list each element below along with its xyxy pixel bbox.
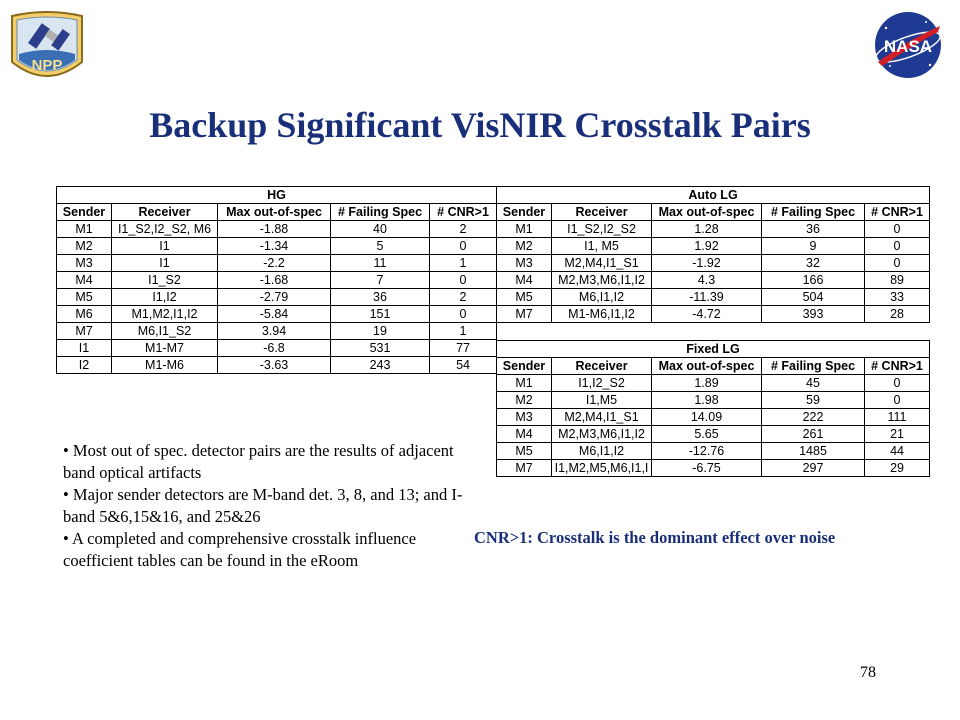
table-cell: I1,M2,M5,M6,I1,I [552,460,652,477]
table-header-row [57,204,497,221]
table-cell: 2 [430,289,497,306]
table-cell: 0 [865,392,930,409]
table-cell: 0 [865,238,930,255]
table-cell: -3.63 [218,357,331,374]
table-cell: M2,M4,I1_S1 [552,255,652,272]
table-cell: I2 [57,357,112,374]
column-header: Receiver [552,204,652,221]
table-cell: 1 [430,323,497,340]
table-row [497,409,930,426]
table-cell: -5.84 [218,306,331,323]
cnr-note: CNR>1: Crosstalk is the dominant effect over noise [474,528,836,547]
table-row [497,289,930,306]
table-cell: 32 [762,255,865,272]
table-cell: 3.94 [218,323,331,340]
table-title-row [57,187,497,204]
column-header: Sender [497,204,552,221]
table-cell: I1_S2,I2_S2 [552,221,652,238]
column-header: # Failing Spec [762,204,865,221]
bullet-list [63,440,483,572]
table-cell: 151 [331,306,430,323]
table-cell: 261 [762,426,865,443]
table-cell: M6,I1,I2 [552,289,652,306]
table-cell: 1.28 [652,221,762,238]
page-title: Backup Significant VisNIR Crosstalk Pairs [149,105,811,145]
table-cell: M6 [57,306,112,323]
svg-text:NPP: NPP [31,57,63,74]
table-cell: M1,M2,I1,I2 [112,306,218,323]
table-cell: 1.92 [652,238,762,255]
table-row [497,238,930,255]
table-cell: M2 [57,238,112,255]
table-cell: 9 [762,238,865,255]
table-cell: M1 [497,375,552,392]
table-cell: I1 [112,238,218,255]
table-row [497,255,930,272]
table-cell: I1, M5 [552,238,652,255]
column-header: # CNR>1 [430,204,497,221]
table-cell: 0 [430,306,497,323]
table-cell: M1-M7 [112,340,218,357]
table-title-row [497,341,930,358]
table-cell: I1 [57,340,112,357]
table-cell: 45 [762,375,865,392]
table-row [497,426,930,443]
table-row [57,272,497,289]
table-cell: 297 [762,460,865,477]
nasa-logo [868,10,948,80]
table-row [497,392,930,409]
table-cell: -12.76 [652,443,762,460]
table-row [57,340,497,357]
table-cell: 1.89 [652,375,762,392]
bullet-item: • Major sender detectors are M-band det. 3, 8, and 13; and I-band 5&6,15&16, and 25&26 [63,485,463,526]
auto-lg-table [496,186,930,323]
column-header: Sender [497,358,552,375]
table-cell: 1485 [762,443,865,460]
table-cell: 33 [865,289,930,306]
column-header: Max out-of-spec [218,204,331,221]
table-cell: M1-M6,I1,I2 [552,306,652,323]
table-row [57,289,497,306]
table-cell: -1.88 [218,221,331,238]
table-row [497,460,930,477]
column-header: Sender [57,204,112,221]
table-cell: I1_S2,I2_S2, M6 [112,221,218,238]
table-title: Fixed LG [497,341,930,358]
table-cell: 166 [762,272,865,289]
table-title: Auto LG [497,187,930,204]
bullet-item: • Most out of spec. detector pairs are the results of adjacent band optical artifacts [63,441,454,482]
table-cell: 5 [331,238,430,255]
table-row [57,323,497,340]
table-row [497,221,930,238]
table-cell: 7 [331,272,430,289]
table-cell: M3 [497,255,552,272]
table-cell: M4 [497,426,552,443]
table-cell: M2,M3,M6,I1,I2 [552,272,652,289]
table-cell: M6,I1,I2 [552,443,652,460]
table-cell: 0 [865,375,930,392]
table-cell: 1 [430,255,497,272]
table-cell: 504 [762,289,865,306]
table-cell: 4.3 [652,272,762,289]
table-cell: M6,I1_S2 [112,323,218,340]
table-cell: 222 [762,409,865,426]
column-header: # CNR>1 [865,358,930,375]
table-row [57,238,497,255]
table-cell: M5 [57,289,112,306]
table-cell: 393 [762,306,865,323]
table-cell: 36 [331,289,430,306]
table-cell: 54 [430,357,497,374]
table-cell: M3 [57,255,112,272]
table-cell: M5 [497,289,552,306]
table-cell: 21 [865,426,930,443]
table-cell: 44 [865,443,930,460]
table-cell: M7 [57,323,112,340]
table-cell: M2 [497,238,552,255]
table-cell: M4 [497,272,552,289]
table-cell: 0 [865,255,930,272]
hg-table [56,186,497,374]
table-cell: 0 [430,238,497,255]
table-row [57,357,497,374]
table-row [57,306,497,323]
table-cell: M3 [497,409,552,426]
table-cell: 111 [865,409,930,426]
table-cell: I1,I2 [112,289,218,306]
table-cell: I1_S2 [112,272,218,289]
table-cell: -2.79 [218,289,331,306]
bullet-item: • A completed and comprehensive crosstalk influence coefficient tables can be found in the eRoom [63,529,417,570]
column-header: Max out-of-spec [652,358,762,375]
npp-logo [6,10,88,88]
table-cell: -6.75 [652,460,762,477]
table-cell: -6.8 [218,340,331,357]
table-cell: 77 [430,340,497,357]
table-cell: 29 [865,460,930,477]
column-header: Receiver [112,204,218,221]
table-cell: M1-M6 [112,357,218,374]
table-cell: 0 [430,272,497,289]
fixed-lg-table [496,340,930,477]
table-cell: 19 [331,323,430,340]
table-title: HG [57,187,497,204]
table-header-row [497,204,930,221]
table-cell: M1 [57,221,112,238]
table-cell: 11 [331,255,430,272]
table-cell: -2.2 [218,255,331,272]
table-cell: -4.72 [652,306,762,323]
page-number: 78 [860,664,876,681]
table-row [497,306,930,323]
table-cell: I1 [112,255,218,272]
table-title-row [497,187,930,204]
table-cell: M7 [497,306,552,323]
table-cell: 59 [762,392,865,409]
table-cell: 14.09 [652,409,762,426]
table-cell: -1.92 [652,255,762,272]
table-cell: -1.34 [218,238,331,255]
table-cell: M2,M3,M6,I1,I2 [552,426,652,443]
table-cell: 40 [331,221,430,238]
column-header: # Failing Spec [762,358,865,375]
table-cell: 243 [331,357,430,374]
table-cell: 2 [430,221,497,238]
table-row [57,221,497,238]
table-header-row [497,358,930,375]
table-row [497,443,930,460]
table-cell: 531 [331,340,430,357]
table-cell: 5.65 [652,426,762,443]
column-header: Receiver [552,358,652,375]
table-cell: M4 [57,272,112,289]
table-cell: 36 [762,221,865,238]
table-cell: 89 [865,272,930,289]
column-header: Max out-of-spec [652,204,762,221]
table-cell: I1,I2_S2 [552,375,652,392]
table-row [497,272,930,289]
table-cell: M7 [497,460,552,477]
table-cell: -1.68 [218,272,331,289]
table-row [497,375,930,392]
table-cell: M5 [497,443,552,460]
table-cell: M2 [497,392,552,409]
column-header: # CNR>1 [865,204,930,221]
table-cell: 1.98 [652,392,762,409]
column-header: # Failing Spec [331,204,430,221]
table-cell: M1 [497,221,552,238]
svg-text:NASA: NASA [883,37,933,56]
table-cell: -11.39 [652,289,762,306]
table-cell: I1,M5 [552,392,652,409]
table-row [57,255,497,272]
table-cell: M2,M4,I1_S1 [552,409,652,426]
table-cell: 0 [865,221,930,238]
table-cell: 28 [865,306,930,323]
